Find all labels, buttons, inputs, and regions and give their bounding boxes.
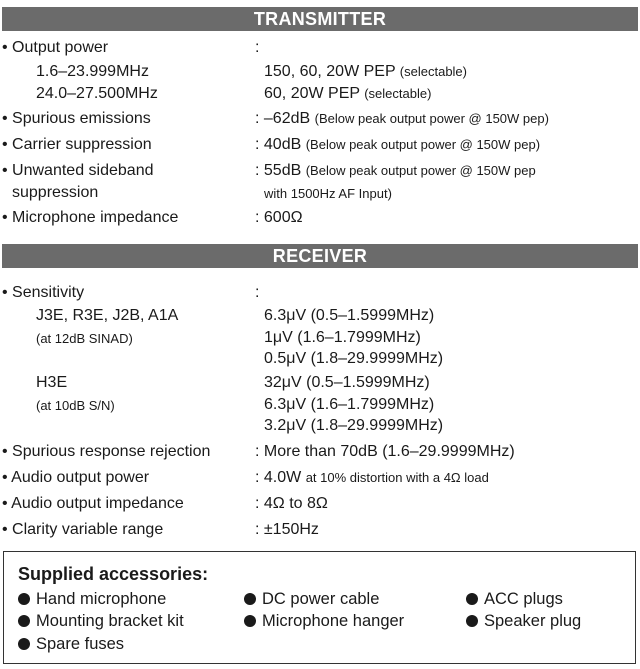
spec-value: 32μV (0.5–1.5999MHz) [264, 374, 430, 391]
accessory-item: Mounting bracket kit [18, 612, 184, 631]
accessory-item: Speaker plug [466, 612, 581, 631]
spec-value: : 40dB (Below peak output power @ 150W pep) [255, 136, 541, 153]
spec-label: suppression [12, 184, 99, 201]
spec-value: : ±150Hz [255, 521, 319, 538]
accessory-item: Microphone hanger [244, 612, 404, 631]
bullet-icon [244, 593, 256, 605]
spec-value: : –62dB (Below peak output power @ 150W pep) [255, 110, 549, 127]
bullet-icon [244, 615, 256, 627]
spec-label: • Spurious emissions [2, 110, 151, 127]
spec-label: • Audio output power [2, 469, 150, 486]
spec-value: : More than 70dB (1.6–29.9999MHz) [255, 443, 515, 460]
spec-value: 60, 20W PEP (selectable) [264, 85, 432, 102]
spec-label: H3E [36, 374, 68, 391]
spec-label: • Carrier suppression [2, 136, 152, 153]
bullet-icon [466, 615, 478, 627]
accessory-item: Hand microphone [18, 590, 166, 609]
spec-label: • Microphone impedance [2, 209, 179, 226]
spec-value: 6.3μV (0.5–1.5999MHz) [264, 307, 435, 324]
bullet-icon [466, 593, 478, 605]
spec-colon: : [255, 39, 260, 56]
spec-value: 150, 60, 20W PEP (selectable) [264, 63, 467, 80]
spec-value: 3.2μV (1.8–29.9999MHz) [264, 417, 444, 434]
spec-value: : 600Ω [255, 209, 303, 226]
accessories-title: Supplied accessories: [18, 564, 209, 584]
spec-label: • Output power [2, 39, 109, 56]
spec-value: : 4.0W at 10% distortion with a 4Ω load [255, 469, 489, 486]
spec-value: 0.5μV (1.8–29.9999MHz) [264, 350, 444, 367]
spec-label: • Sensitivity [2, 284, 85, 301]
bullet-icon [18, 593, 30, 605]
spec-label: • Audio output impedance [2, 495, 184, 512]
spec-colon: : [255, 284, 260, 301]
spec-value: 1μV (1.6–1.7999MHz) [264, 329, 421, 346]
bullet-icon [18, 638, 30, 650]
spec-label: • Spurious response rejection [2, 443, 211, 460]
spec-note: (at 12dB SINAD) [36, 331, 133, 346]
spec-value: : 55dB (Below peak output power @ 150W pep [255, 162, 536, 179]
spec-note: with 1500Hz AF Input) [264, 186, 392, 201]
accessory-item: DC power cable [244, 590, 379, 609]
spec-label: 1.6–23.999MHz [36, 63, 149, 80]
spec-label: • Unwanted sideband [2, 162, 154, 179]
spec-value: : 4Ω to 8Ω [255, 495, 328, 512]
transmitter-section-title: TRANSMITTER [2, 7, 638, 31]
accessories-box [3, 551, 636, 664]
bullet-icon [18, 615, 30, 627]
spec-value: 6.3μV (1.6–1.7999MHz) [264, 396, 435, 413]
spec-label: J3E, R3E, J2B, A1A [36, 307, 179, 324]
spec-note: (at 10dB S/N) [36, 398, 115, 413]
accessory-item: Spare fuses [18, 635, 124, 654]
receiver-section-title: RECEIVER [2, 244, 638, 268]
accessory-item: ACC plugs [466, 590, 563, 609]
spec-label: • Clarity variable range [2, 521, 164, 538]
spec-label: 24.0–27.500MHz [36, 85, 158, 102]
